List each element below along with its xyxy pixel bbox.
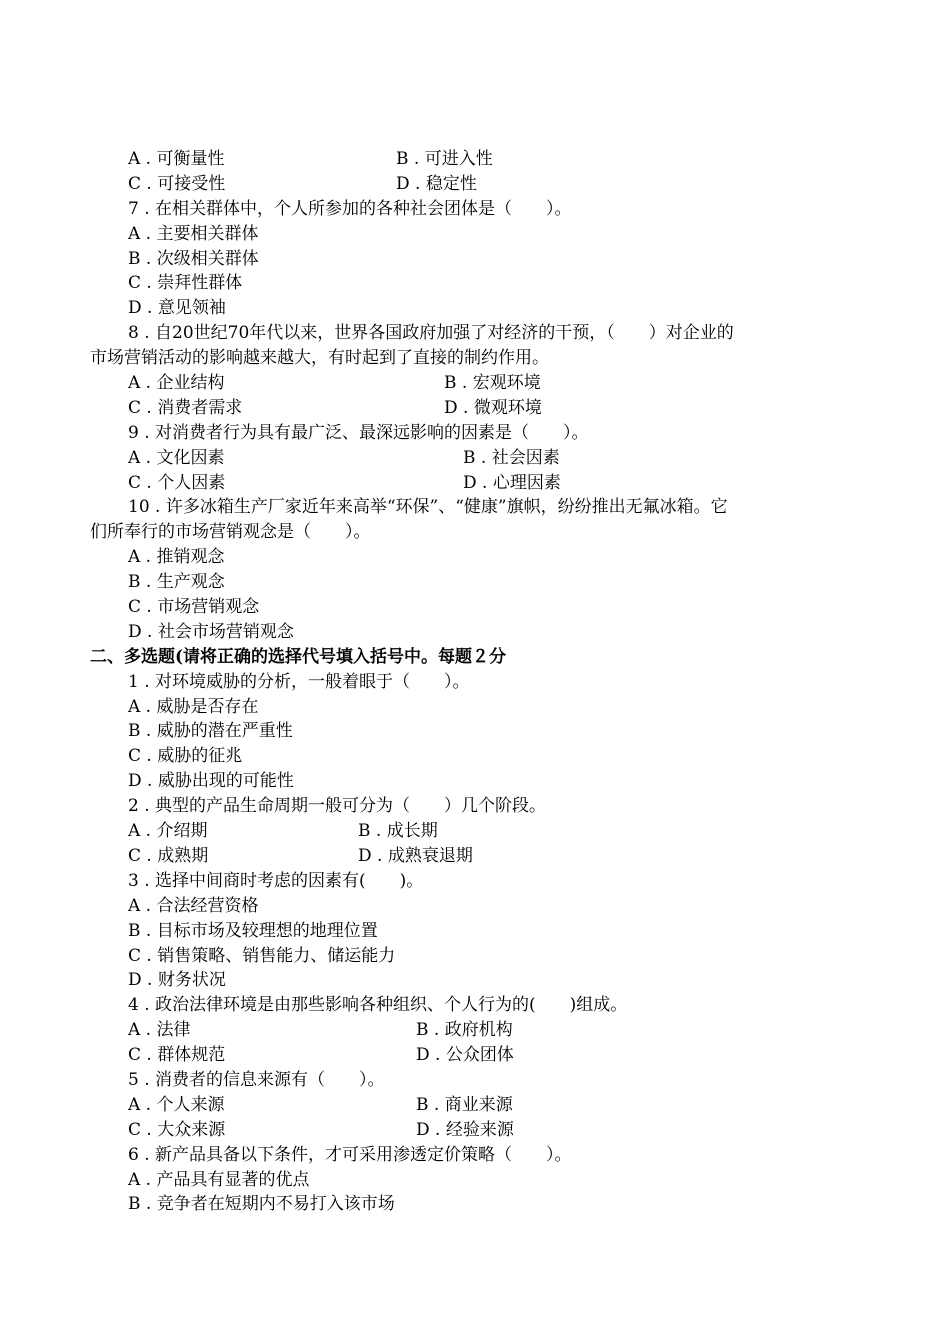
option-left: A . 法律 xyxy=(128,1020,191,1041)
line-text: A . 威胁是否存在 xyxy=(128,696,259,717)
text-line xyxy=(0,570,950,595)
text-line xyxy=(0,172,950,197)
text-line xyxy=(0,719,950,744)
option-right: B . 社会因素 xyxy=(463,447,560,468)
line-text: C . 市场营销观念 xyxy=(128,597,260,618)
option-left: A . 企业结构 xyxy=(128,373,225,394)
text-line xyxy=(0,1018,950,1043)
text-line xyxy=(0,595,950,620)
line-text: D . 威胁出现的可能性 xyxy=(128,771,294,792)
option-left: A . 文化因素 xyxy=(128,447,225,468)
text-line xyxy=(0,222,950,247)
option-left: C . 个人因素 xyxy=(128,472,226,493)
text-line xyxy=(0,520,950,545)
option-right: B . 商业来源 xyxy=(416,1094,513,1115)
text-line xyxy=(0,1168,950,1193)
line-text: A . 合法经营资格 xyxy=(128,895,259,916)
text-line xyxy=(0,894,950,919)
line-text: 们所奉行的市场营销观念是（ ）。 xyxy=(90,522,371,543)
text-line xyxy=(0,968,950,993)
question-text: 2 . 典型的产品生命周期一般可分为（ ）几个阶段。 xyxy=(128,796,547,817)
line-text: D . 财务状况 xyxy=(128,970,226,991)
option-left: C . 群体规范 xyxy=(128,1045,226,1066)
question-text: 4 . 政治法律环境是由那些影响各种组织、个人行为的( )组成。 xyxy=(128,995,628,1016)
option-left: C . 成熟期 xyxy=(128,845,209,866)
line-text: C . 销售策略、销售能力、储运能力 xyxy=(128,945,396,966)
text-line xyxy=(0,446,950,471)
text-line xyxy=(0,147,950,172)
text-line xyxy=(0,471,950,496)
question-text: 6 . 新产品具备以下条件，才可采用渗透定价策略（ ）。 xyxy=(128,1144,572,1165)
option-right: D . 成熟衰退期 xyxy=(358,845,473,866)
text-line xyxy=(0,844,950,869)
text-line xyxy=(0,1043,950,1068)
line-text: A . 推销观念 xyxy=(128,547,225,568)
line-text: B . 威胁的潜在严重性 xyxy=(128,721,293,742)
option-left: C . 消费者需求 xyxy=(128,397,243,418)
question-text: 8 . 自20世纪70年代以来，世界各国政府加强了对经济的干预，（ ）对企业的 xyxy=(128,323,734,344)
text-line xyxy=(0,346,950,371)
text-line xyxy=(0,296,950,321)
question-line xyxy=(0,197,950,222)
question-text: 3 . 选择中间商时考虑的因素有( )。 xyxy=(128,870,424,891)
line-text: A . 主要相关群体 xyxy=(128,223,259,244)
text-line xyxy=(0,371,950,396)
document-page xyxy=(0,147,950,1217)
option-right: B . 政府机构 xyxy=(416,1020,513,1041)
section-title: 二、多选题(请将正确的选择代号填入括号中。每题２分 xyxy=(90,646,507,667)
option-right: B . 成长期 xyxy=(358,821,438,842)
question-line xyxy=(0,993,950,1018)
text-line xyxy=(0,271,950,296)
option-left: A . 个人来源 xyxy=(128,1094,225,1115)
option-left: C . 可接受性 xyxy=(128,173,226,194)
line-text: D . 意见领袖 xyxy=(128,298,226,319)
line-text: C . 威胁的征兆 xyxy=(128,746,243,767)
text-line xyxy=(0,1192,950,1217)
question-line xyxy=(0,869,950,894)
text-line xyxy=(0,1118,950,1143)
option-right: B . 可进入性 xyxy=(396,149,493,169)
line-text: B . 目标市场及较理想的地理位置 xyxy=(128,920,378,941)
line-text: D . 社会市场营销观念 xyxy=(128,621,294,642)
line-text: B . 生产观念 xyxy=(128,572,225,593)
question-text: 9 . 对消费者行为具有最广泛、最深远影响的因素是（ ）。 xyxy=(128,422,589,443)
option-right: D . 心理因素 xyxy=(463,472,561,493)
question-text: 10 . 许多冰箱生产厂家近年来高举“环保”、“健康”旗帜，纷纷推出无氟冰箱。它 xyxy=(128,497,728,518)
text-line xyxy=(0,396,950,421)
text-line xyxy=(0,769,950,794)
question-line xyxy=(0,1143,950,1168)
option-left: A . 可衡量性 xyxy=(128,149,225,169)
text-line xyxy=(0,819,950,844)
option-right: B . 宏观环境 xyxy=(444,373,541,394)
text-line xyxy=(0,919,950,944)
text-line xyxy=(0,695,950,720)
option-left: C . 大众来源 xyxy=(128,1119,226,1140)
text-line xyxy=(0,1093,950,1118)
question-line xyxy=(0,421,950,446)
text-line xyxy=(0,620,950,645)
line-text: A . 产品具有显著的优点 xyxy=(128,1169,310,1190)
text-line xyxy=(0,545,950,570)
option-right: D . 微观环境 xyxy=(444,397,542,418)
text-line xyxy=(0,247,950,272)
question-text: 5 . 消费者的信息来源有（ ）。 xyxy=(128,1069,385,1090)
option-right: D . 经验来源 xyxy=(416,1119,514,1140)
section-heading xyxy=(0,645,950,670)
line-text: B . 次级相关群体 xyxy=(128,248,259,269)
line-text: 市场营销活动的影响越来越大，有时起到了直接的制约作用。 xyxy=(90,348,549,369)
question-line xyxy=(0,794,950,819)
option-right: D . 公众团体 xyxy=(416,1045,514,1066)
question-text: 1 . 对环境威胁的分析，一般着眼于（ ）。 xyxy=(128,671,470,692)
text-line xyxy=(0,744,950,769)
text-line xyxy=(0,944,950,969)
question-line xyxy=(0,495,950,520)
question-line xyxy=(0,321,950,346)
question-line xyxy=(0,670,950,695)
option-left: A . 介绍期 xyxy=(128,821,208,842)
line-text: C . 崇拜性群体 xyxy=(128,273,243,294)
question-line xyxy=(0,1068,950,1093)
question-text: 7 . 在相关群体中，个人所参加的各种社会团体是（ ）。 xyxy=(128,198,572,219)
line-text: B . 竞争者在短期内不易打入该市场 xyxy=(128,1194,395,1215)
option-right: D . 稳定性 xyxy=(396,173,477,194)
